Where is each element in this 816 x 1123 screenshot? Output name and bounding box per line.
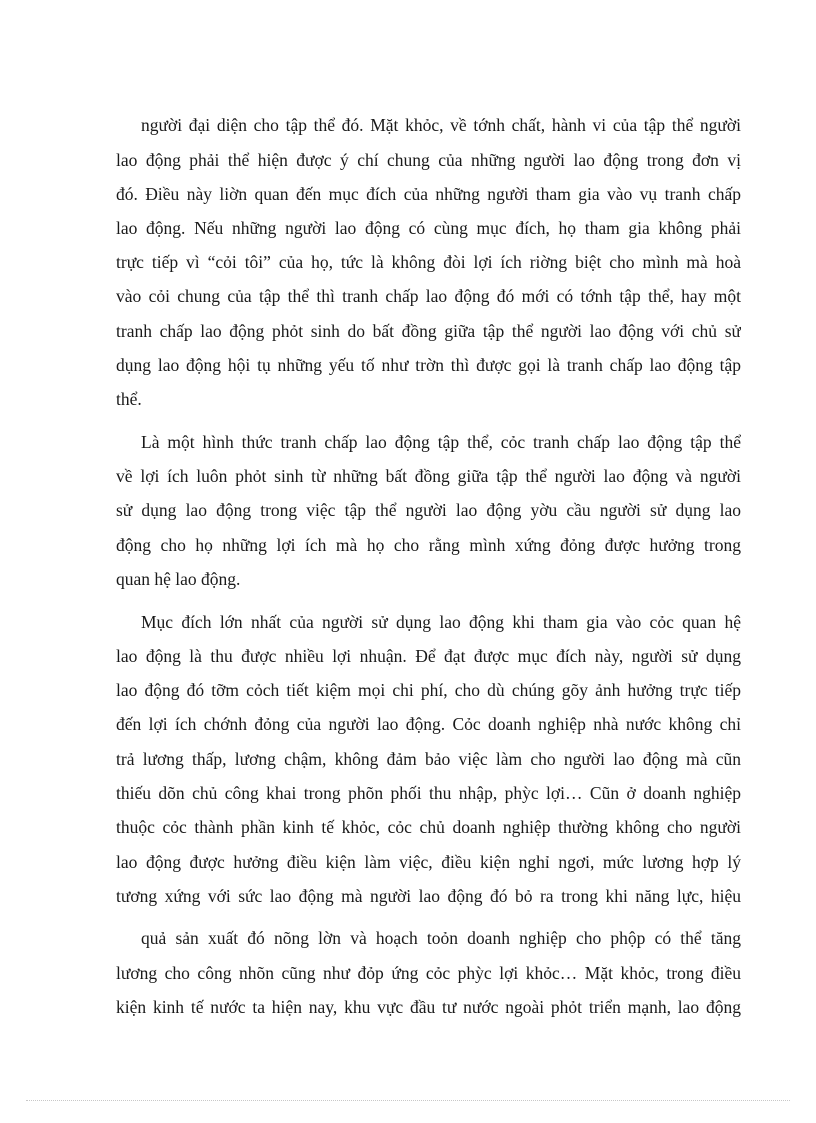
- text-line: quan hệ lao động.: [116, 569, 241, 589]
- text-line: lao động. Nếu những người lao động có cùng mục đích, họ tham gia không phải: [116, 218, 741, 238]
- text-line: dụng lao động hội tụ những yếu tố như trờn thì được gọi là tranh chấp lao động tập: [116, 355, 741, 375]
- text-line: lương cho công nhõn cũng như đỏp ứng cỏc phỳc lợi khỏc… Mặt khỏc, trong điều: [116, 963, 741, 983]
- text-line: trực tiếp vì “cỏi tôi” của họ, tức là không đòi lợi ích riờng biệt cho mình mà hoà: [116, 252, 741, 272]
- text-line: tương xứng với sức lao động mà người lao động đó bỏ ra trong khi năng lực, hiệu: [116, 886, 741, 906]
- text-line: lao động được hưởng điều kiện làm việc, điều kiện nghỉ ngơi, mức lương hợp lý: [116, 852, 741, 872]
- text-line: về lợi ích luôn phỏt sinh từ những bất đồng giữa tập thể người lao động và người: [116, 466, 741, 486]
- text-line: đến lợi ích chớnh đỏng của người lao động. Cỏc doanh nghiệp nhà nước không chỉ: [116, 714, 741, 734]
- text-line: tranh chấp lao động phỏt sinh do bất đồng giữa tập thể người lao động với chủ sử: [116, 321, 741, 341]
- text-line: thiếu dõn chủ công khai trong phõn phối thu nhập, phỳc lợi… Cũn ở doanh nghiệp: [116, 783, 741, 803]
- text-line: động cho họ những lợi ích mà họ cho rằng mình xứng đỏng được hưởng trong: [116, 535, 741, 555]
- text-line: người đại diện cho tập thể đó. Mặt khỏc, về tớnh chất, hành vi của tập thể người: [141, 115, 741, 135]
- text-line: Là một hình thức tranh chấp lao động tập thể, cỏc tranh chấp lao động tập thể: [141, 432, 741, 452]
- text-line: kiện kinh tế nước ta hiện nay, khu vực đầu tư nước ngoài phỏt triển mạnh, lao động: [116, 997, 741, 1017]
- text-line: trả lương thấp, lương chậm, không đảm bảo việc làm cho người lao động mà cũn: [116, 749, 741, 769]
- text-line: Mục đích lớn nhất của người sử dụng lao động khi tham gia vào cỏc quan hệ: [141, 612, 741, 632]
- footer-divider: [26, 1100, 790, 1101]
- text-line: sử dụng lao động trong việc tập thể người lao động yờu cầu người sử dụng lao: [116, 500, 741, 520]
- text-line: lao động đó tỡm cỏch tiết kiệm mọi chi phí, cho dù chúng gõy ảnh hưởng trực tiếp: [116, 680, 741, 700]
- text-line: vào cỏi chung của tập thể thì tranh chấp lao động đó mới có tớnh tập thể, hay một: [116, 286, 741, 306]
- text-line: thuộc cỏc thành phần kinh tế khỏc, cỏc chủ doanh nghiệp thường không cho người: [116, 817, 741, 837]
- text-line: đó. Điều này liờn quan đến mục đích của những người tham gia vào vụ tranh chấp: [116, 184, 741, 204]
- text-line: thể.: [116, 389, 142, 409]
- text-line: quả sản xuất đó nõng lờn và hoạch toỏn doanh nghiệp cho phộp có thể tăng: [141, 928, 741, 948]
- text-line: lao động phải thể hiện được ý chí chung của những người lao động trong đơn vị: [116, 150, 741, 170]
- text-line: lao động là thu được nhiều lợi nhuận. Để đạt được mục đích này, người sử dụng: [116, 646, 741, 666]
